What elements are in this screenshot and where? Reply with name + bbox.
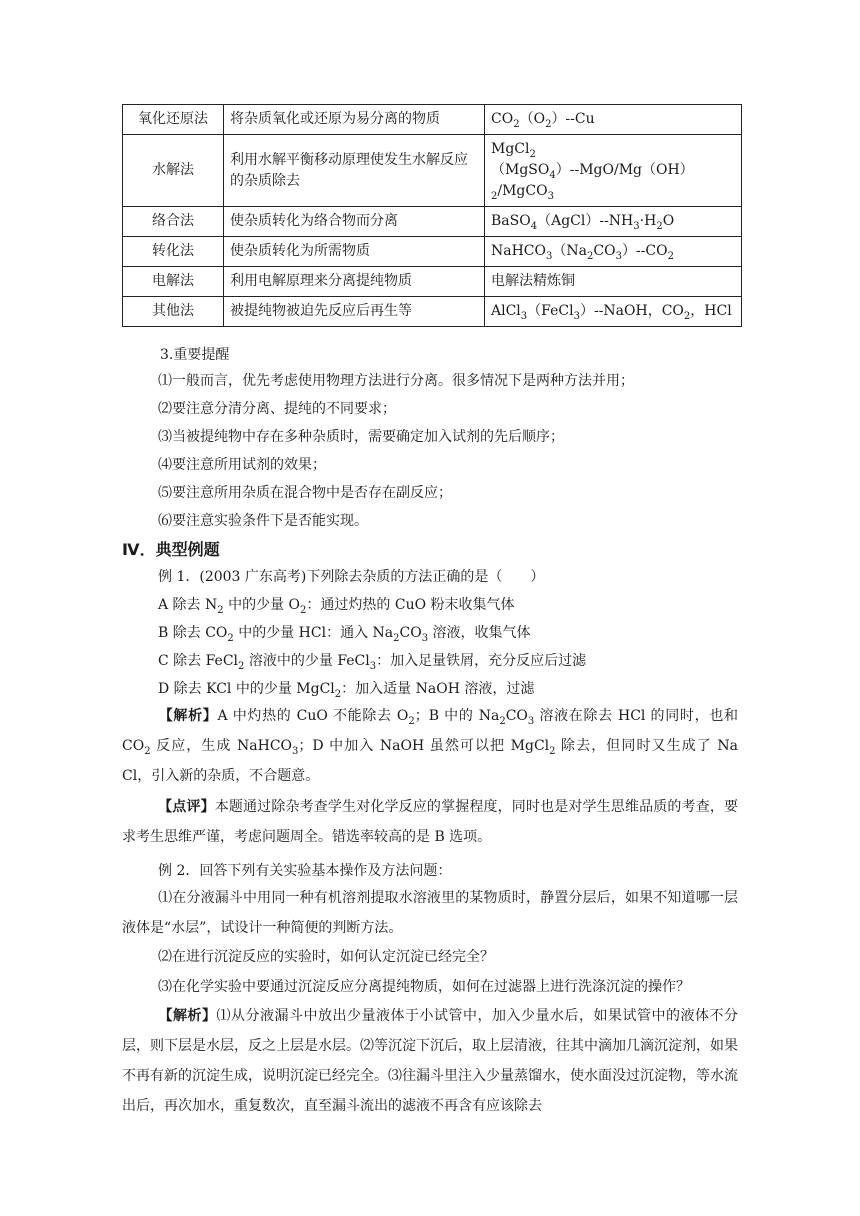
- table-row: [123, 207, 742, 237]
- example2-q3: ⑶在化学实验中要通过沉淀反应分离提纯物质，如何在过滤器上进行洗涤沉淀的操作？: [158, 979, 690, 995]
- reminder-item: ⑹要注意实验条件下是否能实现。: [158, 513, 368, 529]
- method-description-cell: 利用电解原理来分离提纯物质: [224, 267, 485, 297]
- method-name-cell: 其他法: [123, 297, 224, 327]
- table-row: [123, 237, 742, 267]
- method-description-cell: 将杂质氧化或还原为易分离的物质: [224, 105, 485, 135]
- example1-question: 例 1．(2003 广东高考)下列除去杂质的方法正确的是（ ）: [158, 569, 545, 585]
- method-description-cell: 使杂质转化为络合物而分离: [224, 207, 485, 237]
- example1-option-c: C 除去 FeCl$_2$ 溶液中的少量 FeCl$_3$：加入足量铁屑，充分反应后过滤: [158, 653, 587, 672]
- method-example-cell: AlCl$_3$（FeCl$_3$）--NaOH，$CO_2$，HCl: [485, 297, 742, 327]
- comment-text: 本题通过除杂考查学生对化学反应的掌握程度，同时也是对学生思维品质的考查，要求考生思维严谨，考虑问题周全。错选率较高的是 B 选项。: [122, 799, 739, 845]
- example1-option-a: A 除去 $N_2$ 中的少量 $O_2$：通过灼热的 CuO 粉末收集气体: [158, 597, 515, 616]
- method-example-cell: $MgCl_2(MgSO_4)--MgO/Mg(OH)_2/MgCO_3$: [485, 135, 742, 207]
- reminder-item: ⑸要注意所用杂质在混合物中是否存在副反应；: [158, 485, 452, 501]
- example2-q1: ⑴在分液漏斗中用同一种有机溶剂提取水溶液里的某物质时，静置分层后，如果不知道哪一层液体是“水层”，试设计一种简便的判断方法。: [122, 890, 738, 936]
- reminders-title: 3.重要提醒: [160, 347, 230, 363]
- method-description-cell: 使杂质转化为所需物质: [224, 237, 485, 267]
- method-example-cell: $BaSO_4(AgCl)--NH_3\cdot H_2O$: [485, 207, 742, 237]
- table-row: [123, 267, 742, 297]
- analysis-label: 【解析】: [158, 1008, 217, 1024]
- reminder-item: ⑵要注意分清分离、提纯的不同要求；: [158, 401, 396, 417]
- method-description-cell: 被提纯物被迫先反应后再生等: [224, 297, 485, 327]
- analysis-text: ⑴从分液漏斗中放出少量液体于小试管中，加入少量水后，如果试管中的液体不分层，则下层是水层，反之上层是水层。⑵等沉淀下沉后，取上层清液，往其中滴加几滴沉淀剂，如果不再有新的沉淀生成，说明沉淀已经完全。⑶往漏斗里注入少量蒸馏水，使水面没过沉淀物，等水流出后，再次加水，重复数次，直至漏斗流出的滤液不再含有应该除去: [122, 1008, 738, 1114]
- example2-q2: ⑵在进行沉淀反应的实验时，如何认定沉淀已经完全？: [158, 949, 494, 965]
- example1-option-b: B 除去 $CO_2$ 中的少量 HCl：通入 $Na_2CO_3$ 溶液，收集气体: [158, 625, 531, 644]
- method-example-cell: $NaHCO_3(Na_2CO_3)--CO_2$: [485, 237, 742, 267]
- reminder-item: ⑴一般而言，优先考虑使用物理方法进行分离。很多情况下是两种方法并用；: [158, 373, 634, 389]
- table-row: [123, 297, 742, 327]
- analysis-label: 【解析】: [158, 708, 218, 724]
- method-description-cell: 利用水解平衡移动原理使发生水解反应的杂质除去: [224, 135, 485, 207]
- method-name-cell: 转化法: [123, 237, 224, 267]
- example2-question: 例 2．回答下列有关实验基本操作及方法问题：: [158, 863, 452, 879]
- method-name-cell: 水解法: [123, 135, 224, 207]
- table-row: [123, 105, 742, 135]
- reminder-item: ⑶当被提纯物中存在多种杂质时，需要确定加入试剂的先后顺序；: [158, 429, 564, 445]
- section-heading: Ⅳ．典型例题: [122, 540, 220, 559]
- table-row: [123, 135, 742, 207]
- example2-analysis: [122, 1001, 738, 1121]
- separation-methods-table: [122, 104, 742, 327]
- method-name-cell: 电解法: [123, 267, 224, 297]
- example1-comment: [122, 792, 738, 852]
- analysis-text: A 中灼热的 CuO 不能除去 $O_2$；B 中的 $Na_2CO_3$ 溶液在除去 HCl 的同时，也和 $CO_2$ 反应，生成 NaHCO$_3$；D 中加入 NaOH 虽然可以把 MgCl$_2$ 除去，但同时又生成了 Na Cl，引入新的杂质，不合题意。: [122, 708, 739, 784]
- method-name-cell: 络合法: [123, 207, 224, 237]
- reminder-item: ⑷要注意所用试剂的效果；: [158, 457, 326, 473]
- method-example-cell: 电解法精炼铜: [485, 267, 742, 297]
- example1-option-d: D 除去 KCl 中的少量 MgCl$_2$：加入适量 NaOH 溶液，过滤: [158, 681, 535, 700]
- comment-label: 【点评】: [158, 799, 215, 815]
- example1-analysis: [122, 701, 738, 791]
- method-name-cell: 氧化还原法: [123, 105, 224, 135]
- method-example-cell: $CO_2(O_2)--Cu$: [485, 105, 742, 135]
